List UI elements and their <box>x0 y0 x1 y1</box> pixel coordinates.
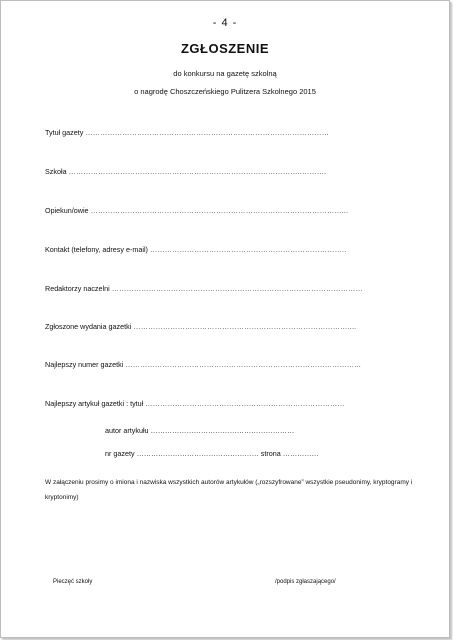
field-dots: ……………………………………………………………………… <box>145 399 345 408</box>
field-label: Najlepszy numer gazetki <box>45 360 124 369</box>
attachment-note: W załączeniu prosimy o imiona i nazwiska wszystkich autorów artykułów („rozszyfrowane” wszystkie pseudonimy, kryptogramy i kryptonimy) <box>45 479 413 501</box>
field-label: Redaktorzy naczelni <box>45 284 110 293</box>
field-kontakt[interactable] <box>45 245 417 254</box>
form-title: ZGŁOSZENIE <box>180 41 270 56</box>
page-number: - 4 - <box>212 17 238 29</box>
field-label: Opiekun/owie <box>45 206 89 215</box>
field-najlepszy-numer[interactable] <box>45 360 417 369</box>
field-dots: …………………………………………………………………………………..………. <box>68 167 327 176</box>
field-label: Tytuł gazety <box>45 128 84 137</box>
field-label: Szkoła <box>45 167 67 176</box>
form-subtitle-award: o nagrodę Choszczeńskiego Pulitzera Szkolnego 2015 <box>134 87 316 96</box>
field-dots: …………………………………………………………………………………... <box>125 360 361 369</box>
field-dots: ……………………………………………………………………………………… <box>85 128 330 137</box>
field-najlepszy-artykul[interactable] <box>45 399 417 408</box>
school-stamp-label: Pieczęć szkoły <box>53 579 93 585</box>
field-redaktorzy[interactable] <box>45 284 417 293</box>
form-subtitle-contest: do konkursu na gazetę szkolną <box>173 69 277 78</box>
field-opiekun[interactable] <box>45 206 417 215</box>
field-nr-gazety[interactable] <box>105 449 405 458</box>
field-dots: …………………………………………………… <box>150 426 295 435</box>
field-label: Kontakt (telefony, adresy e-mail) <box>45 245 148 254</box>
field-dots-strona: …………… <box>282 449 319 458</box>
field-label: Zgłoszone wydania gazetki <box>45 322 132 331</box>
field-label-strona: strona <box>260 449 281 458</box>
field-autor-artykulu[interactable] <box>105 426 405 435</box>
field-label: autor artykułu <box>105 426 149 435</box>
field-dots: …………………………………………………………………………….... <box>133 322 357 331</box>
field-label: nr gazety <box>105 449 135 458</box>
field-label: Najlepszy artykuł gazetki : tytuł <box>45 399 144 408</box>
field-dots: …………………………………………… <box>136 449 259 458</box>
field-dots: …………………………………………………………………………………………... <box>90 206 349 215</box>
field-dots: …………………………………………………………………….. <box>149 245 347 254</box>
field-tytul-gazety[interactable] <box>45 128 417 137</box>
field-wydania[interactable] <box>45 322 417 331</box>
signature-label: /podpis zgłaszającego/ <box>275 579 336 585</box>
field-dots: ………………………………………………………………………………………… <box>111 284 363 293</box>
field-szkola[interactable] <box>45 167 417 176</box>
